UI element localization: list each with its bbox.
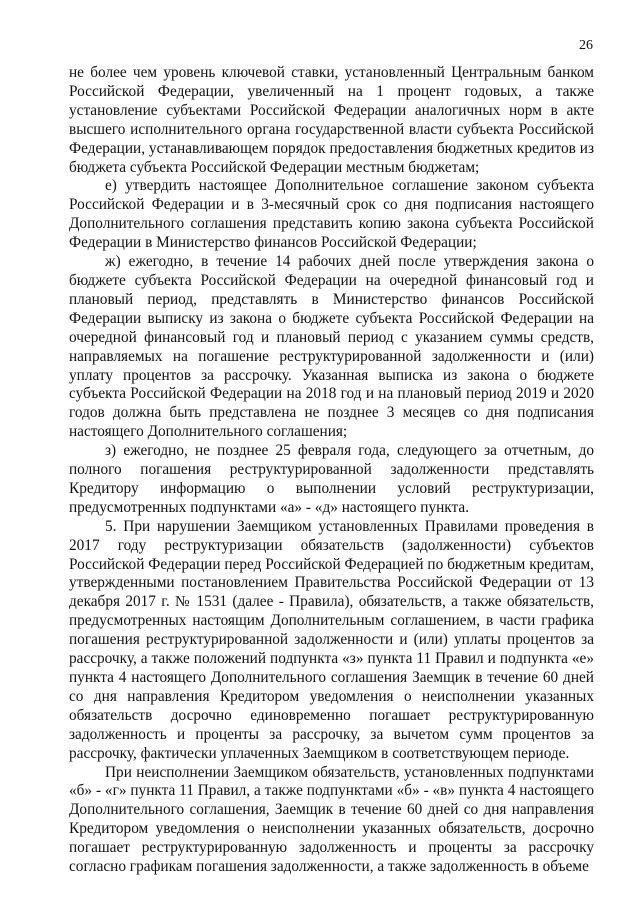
document-body <box>69 64 594 877</box>
paragraph-item-z: з) ежегодно, не позднее 25 февраля года, следующего за отчетным, до полного погашения реструктурированной задолженности представлять Кредитору информацию о выполнении условий реструктуризации, предусмотренных подпунктами «а» - «д» настоящего пункта. <box>69 442 594 516</box>
paragraph-clause-5: 5. При нарушении Заемщиком установленных Правилами проведения в 2017 году реструктуризации обязательств (задолженности) субъектов Российской Федерации перед Российской Федерацией по бюджетным кредитам, утвержденными постановлением Правительства Российской Федерации от 13 декабря 2017 г. № 1531 (далее - Правила), обязательств, а также обязательств, предусмотренных настоящим Дополнительным соглашением, в части графика погашения реструктурированной задолженности и (или) уплаты процентов за рассрочку, а также положений подпункта «з» пункта 11 Правил и подпункта «е» пункта 4 настоящего Дополнительного соглашения Заемщик в течение 60 дней со дня направления Кредитором уведомления о неисполнении указанных обязательств досрочно единовременно погашает реструктурированную задолженность и проценты за рассрочку, за вычетом сумм процентов за рассрочку, фактически уплаченных Заемщиком в соответствующем периоде. <box>69 517 594 762</box>
paragraph-continuation: не более чем уровень ключевой ставки, установленный Центральным банком Российской Федерации, увеличенный на 1 процент годовых, а также установление субъектами Российской Федерации аналогичных норм в акте высшего исполнительного органа государственной власти субъекта Российской Федерации, устанавливающем порядок предоставления бюджетных кредитов из бюджета субъекта Российской Федерации местным бюджетам; <box>69 64 594 176</box>
page-number: 26 <box>579 38 593 53</box>
paragraph-nonperformance: При неисполнении Заемщиком обязательств, установленных подпунктами «б» - «г» пункта 11 Правил, а также подпунктами «б» - «в» пункта 4 настоящего Дополнительного соглашения, Заемщик в течение 60 дней со дня направления Кредитором уведомления о неисполнении указанных обязательств, досрочно погашает реструктурированную задолженность и проценты за рассрочку согласно графикам погашения задолженности, а также задолженность в объеме <box>69 763 594 876</box>
paragraph-item-zh: ж) ежегодно, в течение 14 рабочих дней после утверждения закона о бюджете субъекта Российской Федерации на очередной финансовый год и плановый период, представлять в Министерство финансов Российской Федерации выписку из закона о бюджете субъекта Российской Федерации на очередной финансовый год и плановый период с указанием суммы средств, направляемых на погашение реструктурированной задолженности и (или) уплату процентов за рассрочку. Указанная выписка из закона о бюджете субъекта Российской Федерации на 2018 год и на плановый период 2019 и 2020 годов должна быть представлена не позднее 3 месяцев со дня подписания настоящего Дополнительного соглашения; <box>69 253 594 441</box>
paragraph-item-e: е) утвердить настоящее Дополнительное соглашение законом субъекта Российской Федерации и в 3-месячный срок со дня подписания настоящего Дополнительного соглашения представить копию закона субъекта Российской Федерации в Министерство финансов Российской Федерации; <box>69 177 594 252</box>
